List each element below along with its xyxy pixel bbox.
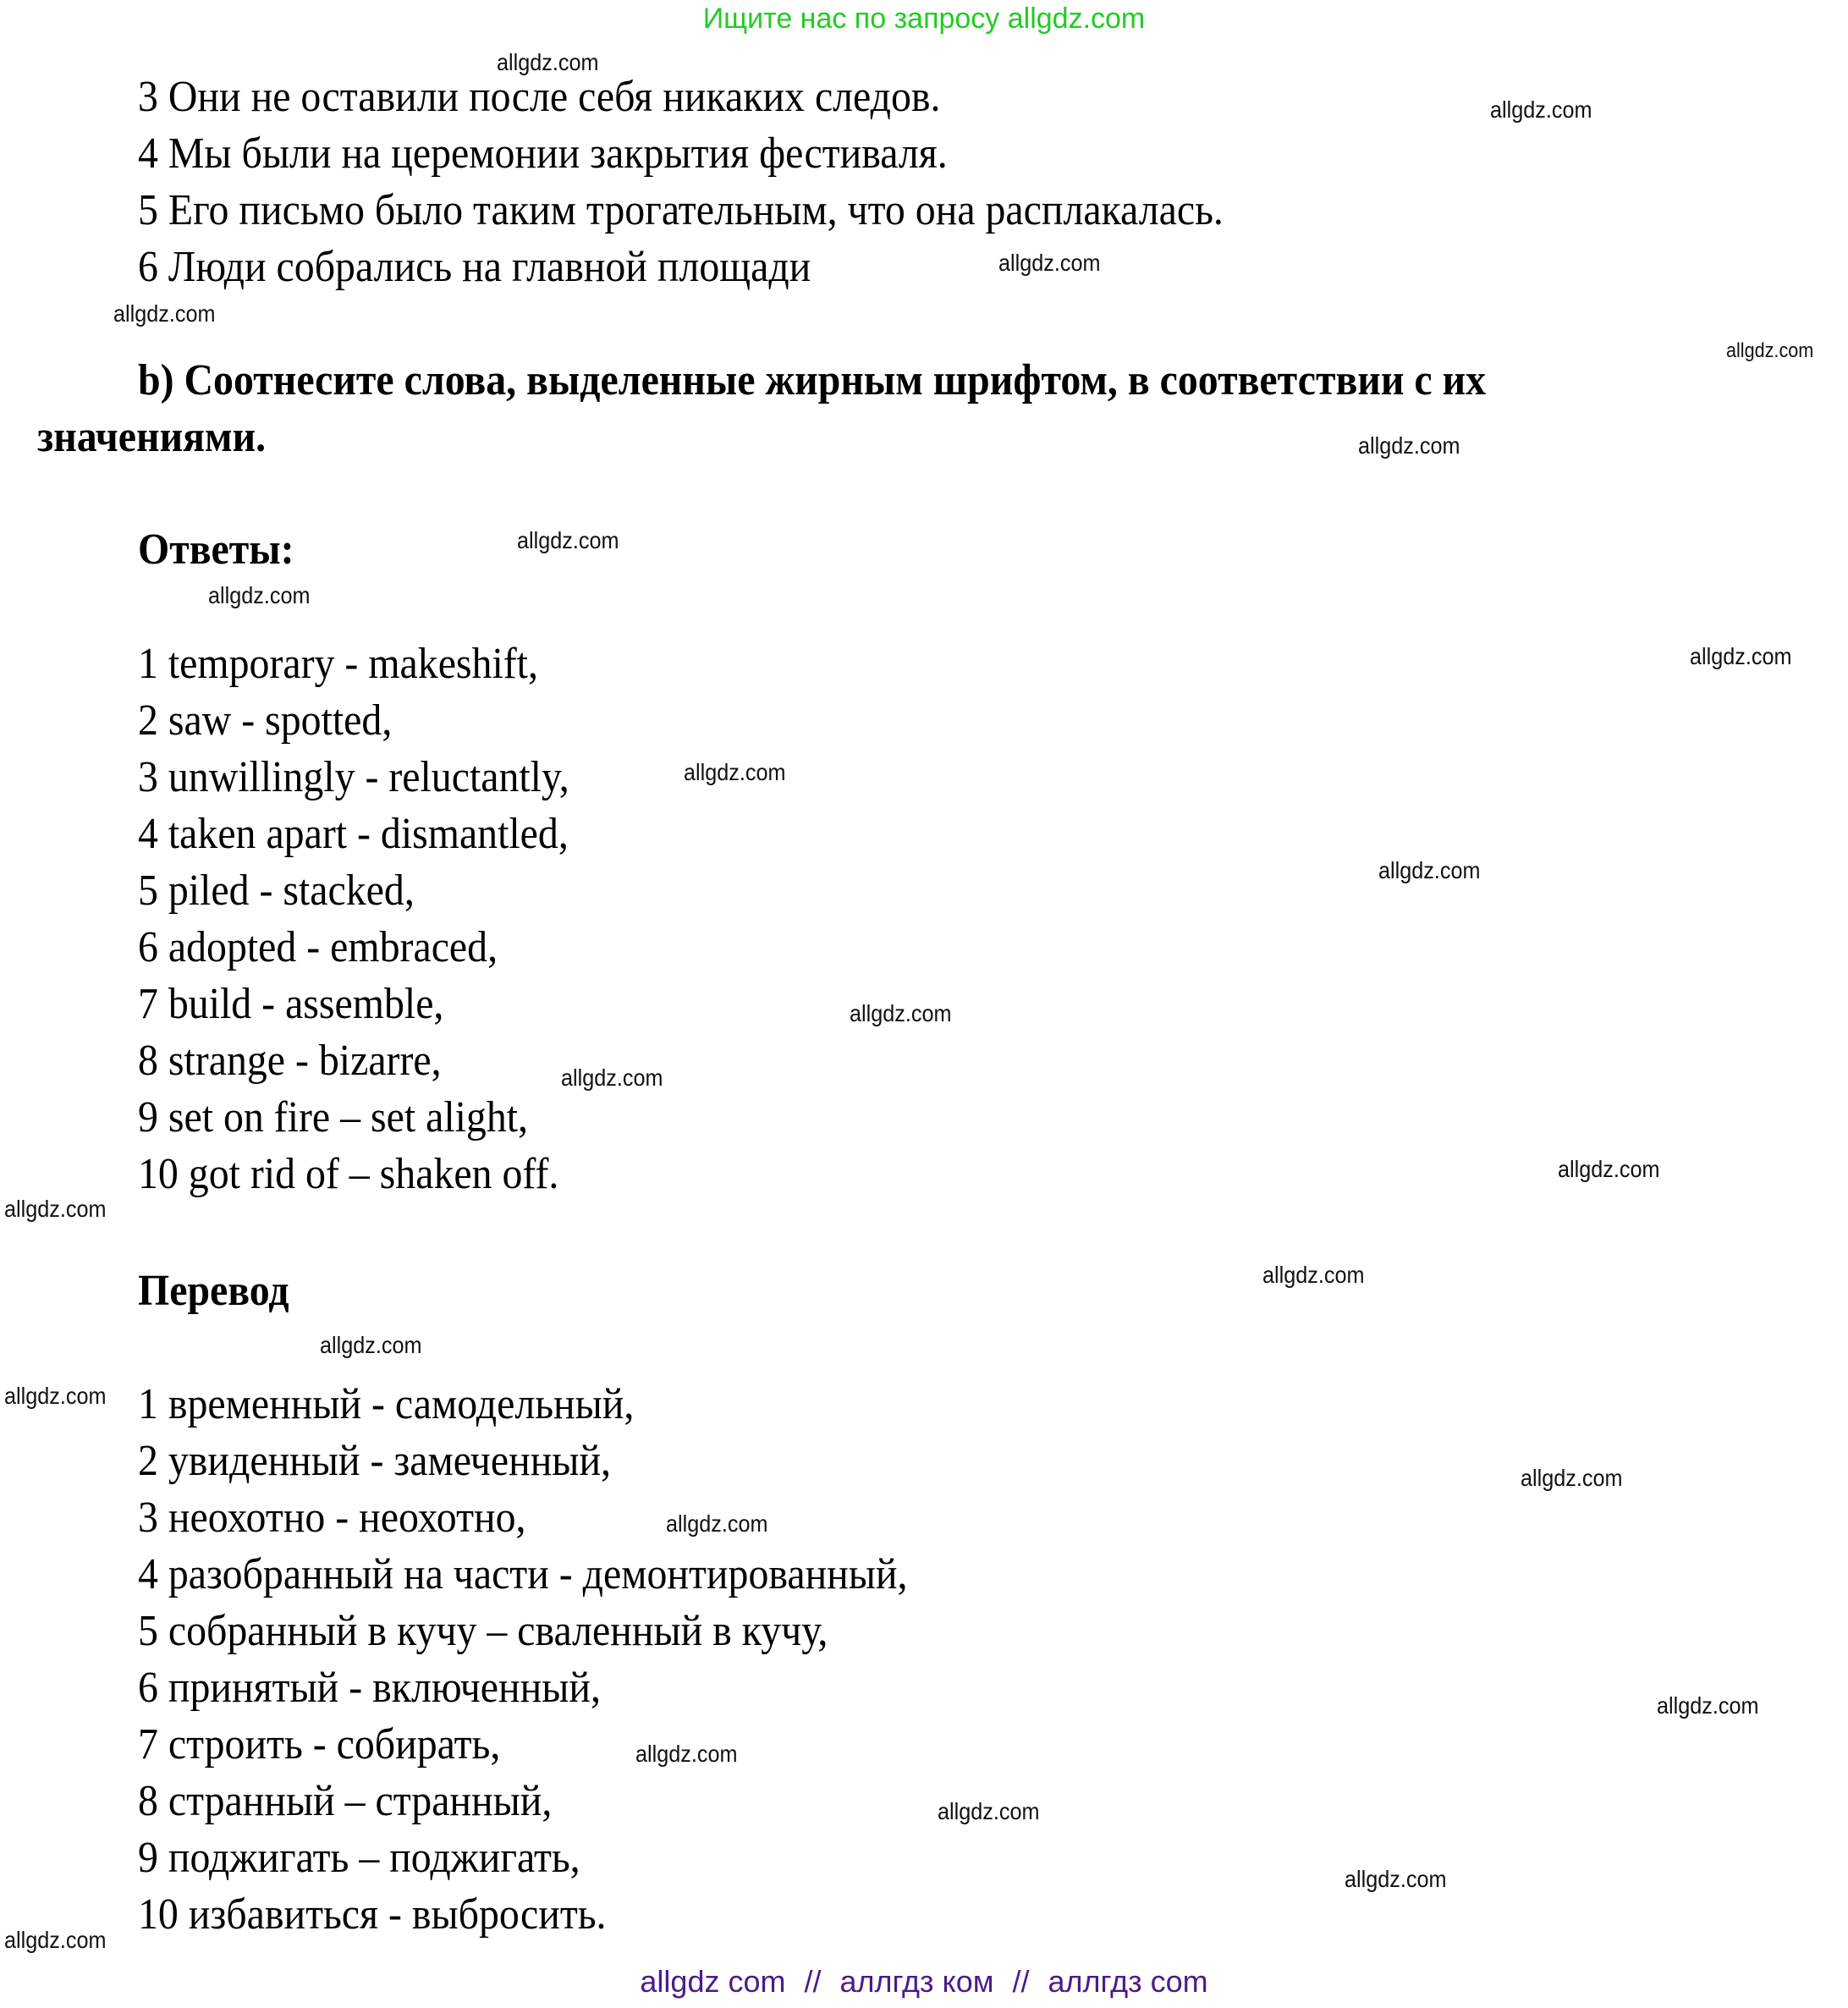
watermark: allgdz.com [1262,1262,1365,1288]
watermark: allgdz.com [497,49,599,75]
watermark: allgdz.com [4,1196,107,1222]
sentence-5: 5 Его письмо было таким трогательным, что она расплакалась. [138,186,1224,234]
answer-item: 5 piled - stacked, [138,866,415,915]
answer-item: 1 temporary - makeshift, [138,640,538,688]
translation-item: 1 временный - самодельный, [138,1380,635,1428]
watermark: allgdz.com [938,1798,1040,1824]
translation-item: 7 строить - собирать, [138,1720,501,1769]
translation-item: 5 собранный в кучу – сваленный в кучу, [138,1607,828,1655]
answer-item: 6 adopted - embraced, [138,923,498,971]
watermark: allgdz.com [1358,432,1460,459]
watermark: allgdz.com [1345,1866,1447,1892]
translation-item: 2 увиденный - замеченный, [138,1437,612,1485]
watermark: allgdz.com [1378,857,1481,883]
translation-item: 8 странный – странный, [138,1777,553,1825]
footer-separator: // [804,1964,822,1999]
translation-item: 3 неохотно - неохотно, [138,1494,526,1542]
task-b-instruction-continued: значениями. [37,413,267,461]
footer-link-allgdz[interactable]: allgdz com [640,1964,786,1999]
translation-item: 9 поджигать – поджигать, [138,1834,580,1882]
watermark: allgdz.com [4,1927,107,1953]
answer-item: 4 taken apart - dismantled, [138,810,569,858]
watermark: allgdz.com [684,759,786,785]
translation-heading: Перевод [138,1267,289,1315]
watermark: allgdz.com [320,1332,422,1358]
answer-item: 2 saw - spotted, [138,696,393,745]
watermark: allgdz.com [1521,1465,1623,1491]
watermark: allgdz.com [517,527,619,553]
answer-item: 9 set on fire – set alight, [138,1093,529,1142]
watermark: allgdz.com [998,250,1101,276]
sentence-6: 6 Люди собрались на главной площади [138,243,811,291]
answers-heading: Ответы: [138,525,294,574]
translation-item: 4 разобранный на части - демонтированный, [138,1550,908,1598]
answer-item: 3 unwillingly - reluctantly, [138,753,569,801]
footer-separator: // [1012,1964,1030,1999]
answer-item: 10 got rid of – shaken off. [138,1150,559,1198]
footer-link-allgdz-cyrillic[interactable]: аллгдз ком [839,1964,994,1999]
sentence-4: 4 Мы были на церемонии закрытия фестиваля. [138,129,948,178]
translation-item: 6 принятый - включенный, [138,1664,601,1712]
footer-site-links [0,1963,1848,2000]
watermark: allgdz.com [208,582,311,608]
footer-link-allgdz-mixed[interactable]: аллгдз com [1048,1964,1208,1999]
watermark: allgdz.com [1726,339,1814,362]
answer-item: 7 build - assemble, [138,980,444,1028]
search-hint-header: Ищите нас по запросу allgdz.com [702,3,1146,35]
task-b-instruction: b) Соотнесите слова, выделенные жирным шрифтом, в соответствии с их [138,356,1487,404]
watermark: allgdz.com [850,1000,952,1026]
watermark: allgdz.com [4,1383,107,1409]
answer-item: 8 strange - bizarre, [138,1037,442,1085]
watermark: allgdz.com [1558,1156,1660,1182]
watermark: allgdz.com [666,1510,768,1537]
sentence-3: 3 Они не оставили после себя никаких следов. [138,73,941,121]
translation-item: 10 избавиться - выбросить. [138,1890,607,1939]
watermark: allgdz.com [561,1065,663,1091]
watermark: allgdz.com [113,300,216,327]
watermark: allgdz.com [1657,1692,1759,1719]
watermark: allgdz.com [635,1741,738,1767]
watermark: allgdz.com [1490,96,1592,123]
watermark: allgdz.com [1690,643,1792,669]
